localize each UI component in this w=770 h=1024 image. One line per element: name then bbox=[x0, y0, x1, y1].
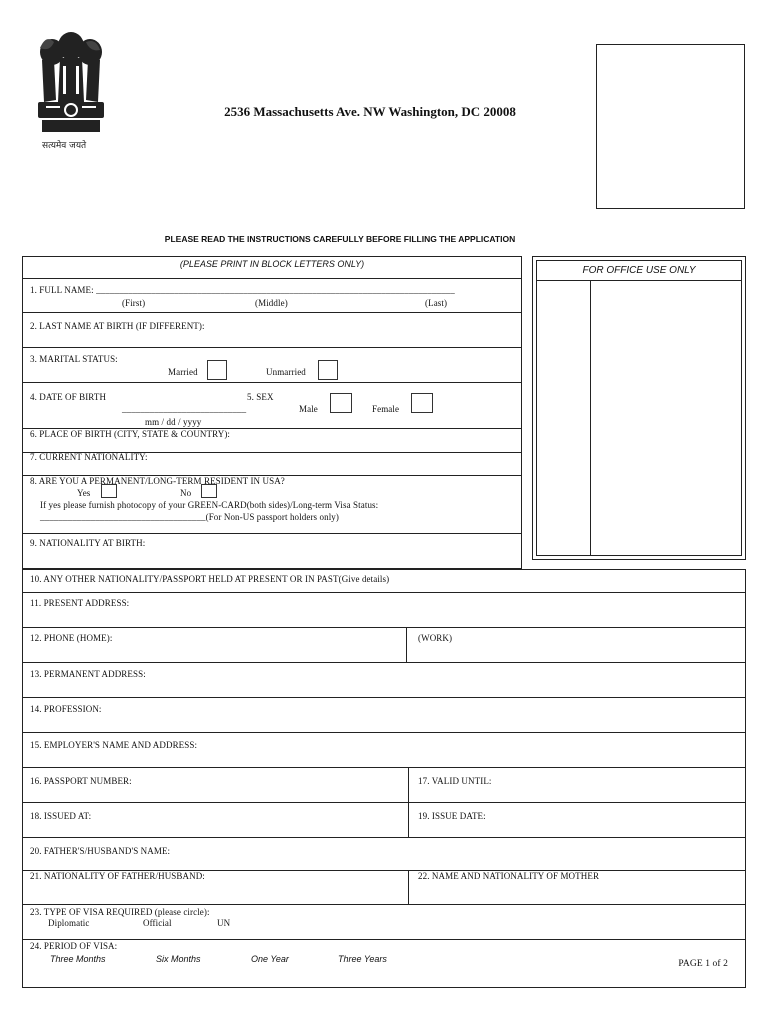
middle-name-caption: (Middle) bbox=[255, 298, 288, 308]
unmarried-label: Unmarried bbox=[266, 367, 306, 377]
lion-capital-icon bbox=[30, 30, 112, 138]
visa-period-three-years[interactable]: Three Years bbox=[338, 954, 387, 964]
visa-period-one-year[interactable]: One Year bbox=[251, 954, 289, 964]
other-nationality-label: 10. ANY OTHER NATIONALITY/PASSPORT HELD AT PRESENT OR IN PAST(Give details) bbox=[30, 574, 390, 584]
male-checkbox[interactable] bbox=[330, 393, 352, 413]
unmarried-checkbox[interactable] bbox=[318, 360, 338, 380]
embassy-address: 2536 Massachusetts Ave. NW Washington, DC 20008 bbox=[224, 104, 516, 119]
office-use-title: FOR OFFICE USE ONLY bbox=[582, 265, 696, 276]
print-note: (PLEASE PRINT IN BLOCK LETTERS ONLY) bbox=[179, 259, 365, 269]
present-address-label: 11. PRESENT ADDRESS: bbox=[30, 598, 130, 608]
resident-no-checkbox[interactable] bbox=[201, 484, 217, 498]
married-label: Married bbox=[168, 367, 198, 377]
resident-no-label: No bbox=[180, 488, 192, 498]
visa-type-official[interactable]: Official bbox=[143, 918, 172, 928]
employer-label: 15. EMPLOYER'S NAME AND ADDRESS: bbox=[30, 740, 198, 750]
page-number: PAGE 1 of 2 bbox=[678, 959, 728, 969]
father-nationality-label: 21. NATIONALITY OF FATHER/HUSBAND: bbox=[30, 871, 205, 881]
visa-type-diplomatic[interactable]: Diplomatic bbox=[48, 918, 90, 928]
green-card-note: If yes please furnish photocopy of your GREEN-CARD(both sides)/Long-term Visa Status: bbox=[40, 500, 379, 510]
resident-yes-checkbox[interactable] bbox=[101, 484, 117, 498]
nationality-at-birth-label: 9. NATIONALITY AT BIRTH: bbox=[30, 538, 146, 548]
permanent-address-label: 13. PERMANENT ADDRESS: bbox=[30, 669, 146, 679]
office-use-box bbox=[532, 256, 746, 560]
married-checkbox[interactable] bbox=[207, 360, 227, 380]
last-name-birth-label: 2. LAST NAME AT BIRTH (IF DIFFERENT): bbox=[30, 321, 205, 331]
place-of-birth-label: 6. PLACE OF BIRTH (CITY, STATE & COUNTRY): bbox=[30, 429, 231, 439]
marital-status-label: 3. MARITAL STATUS: bbox=[30, 354, 118, 364]
visa-type-un[interactable]: UN bbox=[217, 918, 231, 928]
resident-question: 8. ARE YOU A PERMANENT/LONG-TERM RESIDENT IN USA? bbox=[30, 476, 285, 486]
mother-label: 22. NAME AND NATIONALITY OF MOTHER bbox=[418, 871, 600, 881]
resident-yes-label: Yes bbox=[77, 488, 91, 498]
dob-label: 4. DATE OF BIRTH bbox=[30, 392, 107, 402]
last-name-caption: (Last) bbox=[425, 298, 448, 308]
first-name-caption: (First) bbox=[122, 298, 146, 308]
phone-work-label: (WORK) bbox=[418, 633, 453, 643]
national-emblem bbox=[30, 30, 112, 151]
visa-period-three-months[interactable]: Three Months bbox=[50, 954, 106, 964]
female-label: Female bbox=[372, 404, 400, 414]
passport-number-label: 16. PASSPORT NUMBER: bbox=[30, 776, 132, 786]
visa-type-label: 23. TYPE OF VISA REQUIRED (please circle): bbox=[30, 907, 210, 917]
instructions-heading: PLEASE READ THE INSTRUCTIONS CAREFULLY BEFORE FILLING THE APPLICATION bbox=[164, 234, 516, 244]
visa-period-six-months[interactable]: Six Months bbox=[156, 954, 201, 964]
emblem-motto: सत्यमेव जयते bbox=[42, 141, 87, 151]
sex-label: 5. SEX bbox=[247, 392, 274, 402]
phone-home-label: 12. PHONE (HOME): bbox=[30, 633, 113, 643]
female-checkbox[interactable] bbox=[411, 393, 433, 413]
visa-period-label: 24. PERIOD OF VISA: bbox=[30, 941, 118, 951]
dob-line[interactable]: ___________________________ bbox=[122, 404, 247, 414]
issue-date-label: 19. ISSUE DATE: bbox=[418, 811, 486, 821]
issued-at-label: 18. ISSUED AT: bbox=[30, 811, 92, 821]
current-nationality-label: 7. CURRENT NATIONALITY: bbox=[30, 452, 148, 462]
valid-until-label: 17. VALID UNTIL: bbox=[418, 776, 492, 786]
male-label: Male bbox=[299, 404, 318, 414]
father-name-label: 20. FATHER'S/HUSBAND'S NAME: bbox=[30, 846, 171, 856]
photo-box bbox=[596, 44, 745, 209]
profession-label: 14. PROFESSION: bbox=[30, 704, 102, 714]
green-card-line[interactable]: ____________________________________(For Non-US passport holders only) bbox=[40, 512, 339, 522]
dob-format: mm / dd / yyyy bbox=[145, 417, 202, 427]
full-name-label: 1. FULL NAME: ______________________________________________________________________________ bbox=[30, 285, 455, 295]
